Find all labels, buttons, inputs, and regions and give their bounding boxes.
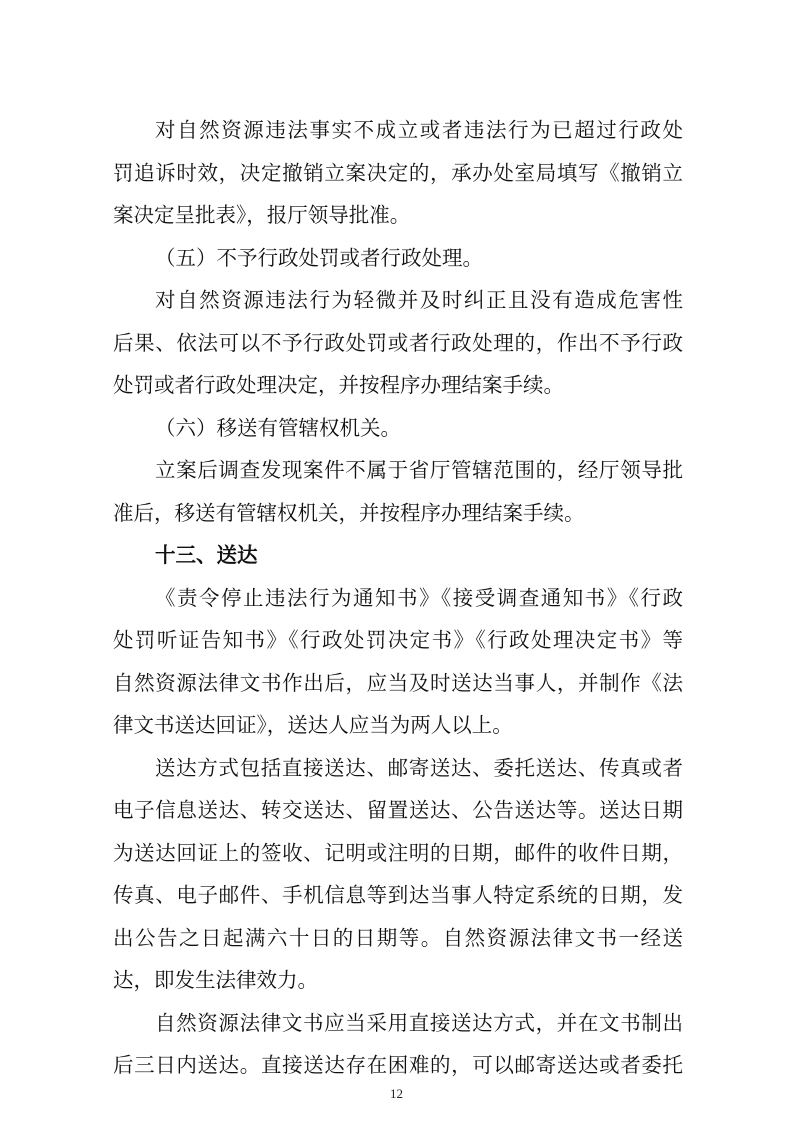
paragraph-line: 自然资源法律文书应当采用直接送达方式，并在文书制出	[155, 1011, 683, 1035]
paragraph-line: 案决定呈批表》，报厅领导批准。	[113, 203, 411, 227]
paragraph-line: 对自然资源违法行为轻微并及时纠正且没有造成危害性	[155, 288, 683, 312]
section-subheading: （五）不予行政处罚或者行政处理。	[155, 246, 483, 270]
paragraph-line: 传真、电子邮件、手机信息等到达当事人特定系统的日期，发	[113, 883, 683, 907]
section-heading: 十三、送达	[155, 543, 258, 567]
paragraph-line: 《责令停止违法行为通知书》《接受调查通知书》《行政	[155, 586, 683, 610]
paragraph-line: 达，即发生法律效力。	[113, 968, 318, 992]
paragraph-line: 后三日内送达。直接送达存在困难的，可以邮寄送达或者委托	[113, 1053, 683, 1077]
paragraph-line: 为送达回证上的签收、记明或注明的日期，邮件的收件日期，	[113, 841, 683, 865]
paragraph-line: 立案后调查发现案件不属于省厅管辖范围的，经厅领导批	[155, 458, 683, 482]
paragraph-line: 出公告之日起满六十日的日期等。自然资源法律文书一经送	[113, 926, 683, 950]
paragraph-line: 对自然资源违法事实不成立或者违法行为已超过行政处	[155, 118, 683, 142]
paragraph-line: 电子信息送达、转交送达、留置送达、公告送达等。送达日期	[113, 798, 683, 822]
paragraph-line: 罚追诉时效，决定撤销立案决定的，承办处室局填写《撤销立	[113, 161, 683, 185]
paragraph-line: 自然资源法律文书作出后，应当及时送达当事人，并制作《法	[113, 671, 683, 695]
paragraph-line: 送达方式包括直接送达、邮寄送达、委托送达、传真或者	[155, 756, 683, 780]
paragraph-line: 处罚或者行政处理决定，并按程序办理结案手续。	[113, 373, 564, 397]
section-subheading: （六）移送有管辖权机关。	[155, 416, 401, 440]
paragraph-line: 准后，移送有管辖权机关，并按程序办理结案手续。	[113, 501, 585, 525]
page-number: 12	[390, 1086, 403, 1101]
paragraph-line: 后果、依法可以不予行政处罚或者行政处理的，作出不予行政	[113, 331, 683, 355]
paragraph-line: 律文书送达回证》，送达人应当为两人以上。	[113, 713, 513, 737]
paragraph-line: 处罚听证告知书》《行政处罚决定书》《行政处理决定书》等	[113, 628, 683, 652]
